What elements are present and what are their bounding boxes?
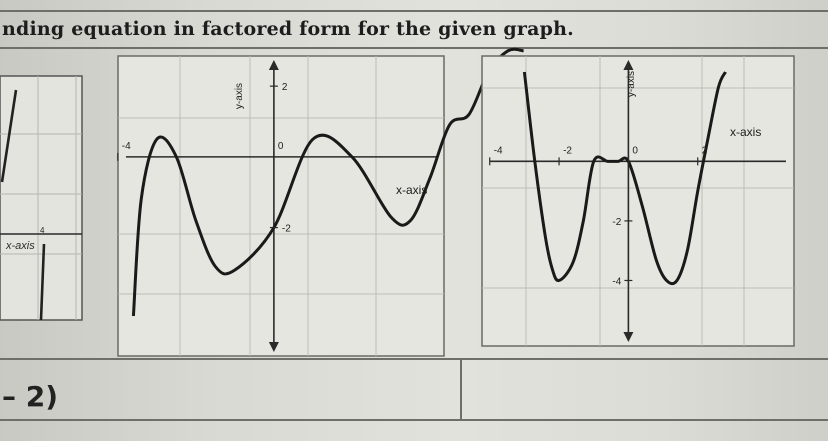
bottom-section-rule [0, 358, 828, 360]
top-rule [0, 10, 828, 12]
x-tick-label: -4 [493, 145, 503, 157]
x-tick-label: 0 [277, 140, 284, 152]
x-tick-label: 2 [701, 145, 708, 157]
x-tick-label: -4 [121, 140, 131, 152]
page-heading: nding equation in factored form for the given graph. [2, 18, 574, 40]
y-tick-label: -4 [612, 276, 622, 288]
y-axis-label: y-axis [626, 70, 637, 98]
cell-divider [460, 360, 462, 420]
x-tick-label: 0 [632, 145, 638, 157]
x-axis-label: x-axis [730, 125, 762, 139]
partial-graph [0, 72, 84, 324]
heading-rule [0, 47, 828, 49]
partial-x-axis-label: x-axis [6, 240, 35, 252]
graph-2 [482, 56, 794, 346]
bottom-rule [0, 419, 828, 421]
graph-1 [118, 56, 444, 356]
y-axis-label: y-axis [234, 82, 245, 110]
x-tick-label: -2 [563, 145, 572, 157]
x-axis-label: x-axis [396, 183, 428, 197]
y-tick-label: 2 [281, 82, 288, 94]
y-tick-label: -2 [612, 216, 622, 228]
y-tick-label: -2 [281, 223, 291, 235]
svg-text:4: 4 [40, 226, 45, 235]
problem-number: – 2) [2, 380, 59, 413]
